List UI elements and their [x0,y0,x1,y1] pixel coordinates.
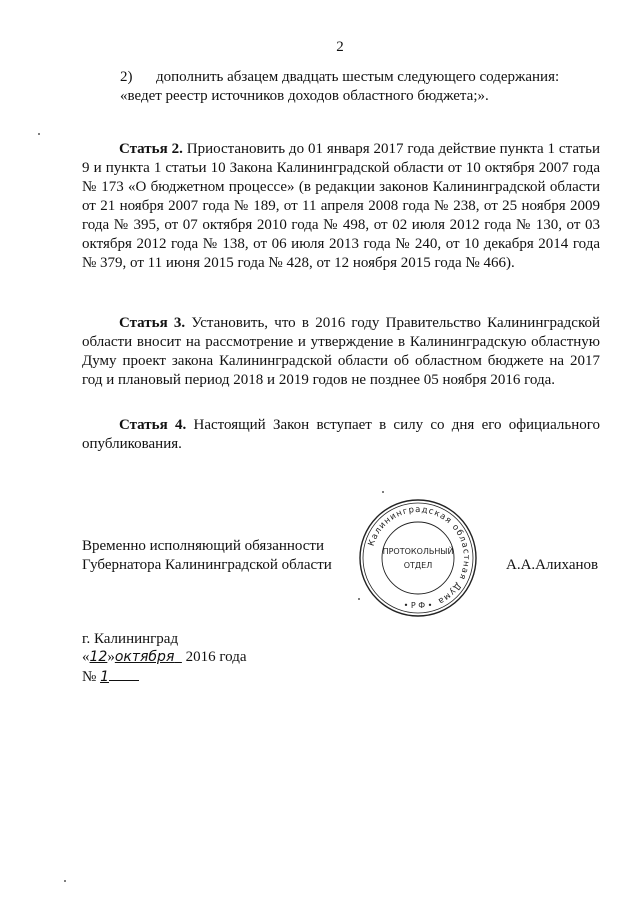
number-value: 1 [100,669,109,685]
scan-speck [38,133,40,135]
scan-speck [382,491,384,493]
date-quote-close: » [107,649,115,665]
article-heading: Статья 4. [119,417,187,433]
document-number [82,666,139,687]
stamp-center-line-2: ОТДЕЛ [403,561,433,570]
item-line-1: дополнить абзацем двадцать шестым следующего содержания: [156,69,560,85]
date-month: октября [114,649,175,665]
date-day: 12 [89,649,108,665]
article-2 [82,140,600,273]
item-line-2: «ведет реестр источников доходов областного бюджета;». [120,88,489,104]
article-text: Установить, что в 2016 году Правительство Калининградской области вносит на рассмотрение и утверждение в Калининградскую областную Думу проект закона Калининградской области об областном бюджете на 2017 год и плановый период 2018 и 2019 годов не позднее 05 ноября 2016 года. [82,315,601,388]
article-4 [82,416,600,454]
stamp-center-line-1: ПРОТОКОЛЬНЫЙ [382,547,454,556]
signatory-title-line-1: Временно исполняющий обязанности [82,538,325,554]
place-of-signing: г. Калининград [82,631,179,647]
item-number: 2) [120,69,133,85]
signatory-title [82,537,362,575]
article-text: Приостановить до 01 января 2017 года действие пункта 1 статьи 9 и пункта 1 статьи 10 Закона Калининградской области от 10 октября 2007 года № 173 «О бюджетном процессе» (в редакции законов Калининградской области от 21 ноября 2007 года № 189, от 11 апреля 2008 года № 238, от 25 ноября 2009 года № 395, от 07 октября 2010 года № 498, от 02 июля 2012 года № 130, от 03 октября 2012 года № 138, от 06 июля 2013 года № 240, от 10 декабря 2014 года № 379, от 11 июня 2015 года № 428, от 12 ноября 2015 года № 466). [82,141,601,271]
signing-date [82,648,247,667]
page-number: 2 [336,39,344,55]
signatory-title-line-2: Губернатора Калининградской области [82,557,332,573]
scan-speck [64,880,66,882]
stamp-ring-text: Калининградская областная Дума [366,504,472,607]
date-year: 2016 года [185,649,247,665]
article-heading: Статья 2. [119,141,183,157]
list-item-2 [120,68,600,106]
scan-speck [358,598,360,600]
official-stamp [356,496,480,620]
number-label: № [82,669,97,685]
article-text: Настоящий Закон вступает в силу со дня его официального опубликования. [82,417,600,452]
date-quote-open: « [82,649,90,665]
article-heading: Статья 3. [119,315,186,331]
number-underline [109,666,139,681]
article-3 [82,314,600,390]
stamp-bottom-text: • Р Ф • [403,601,433,610]
signatory-name: А.А.Алиханов [506,557,599,573]
